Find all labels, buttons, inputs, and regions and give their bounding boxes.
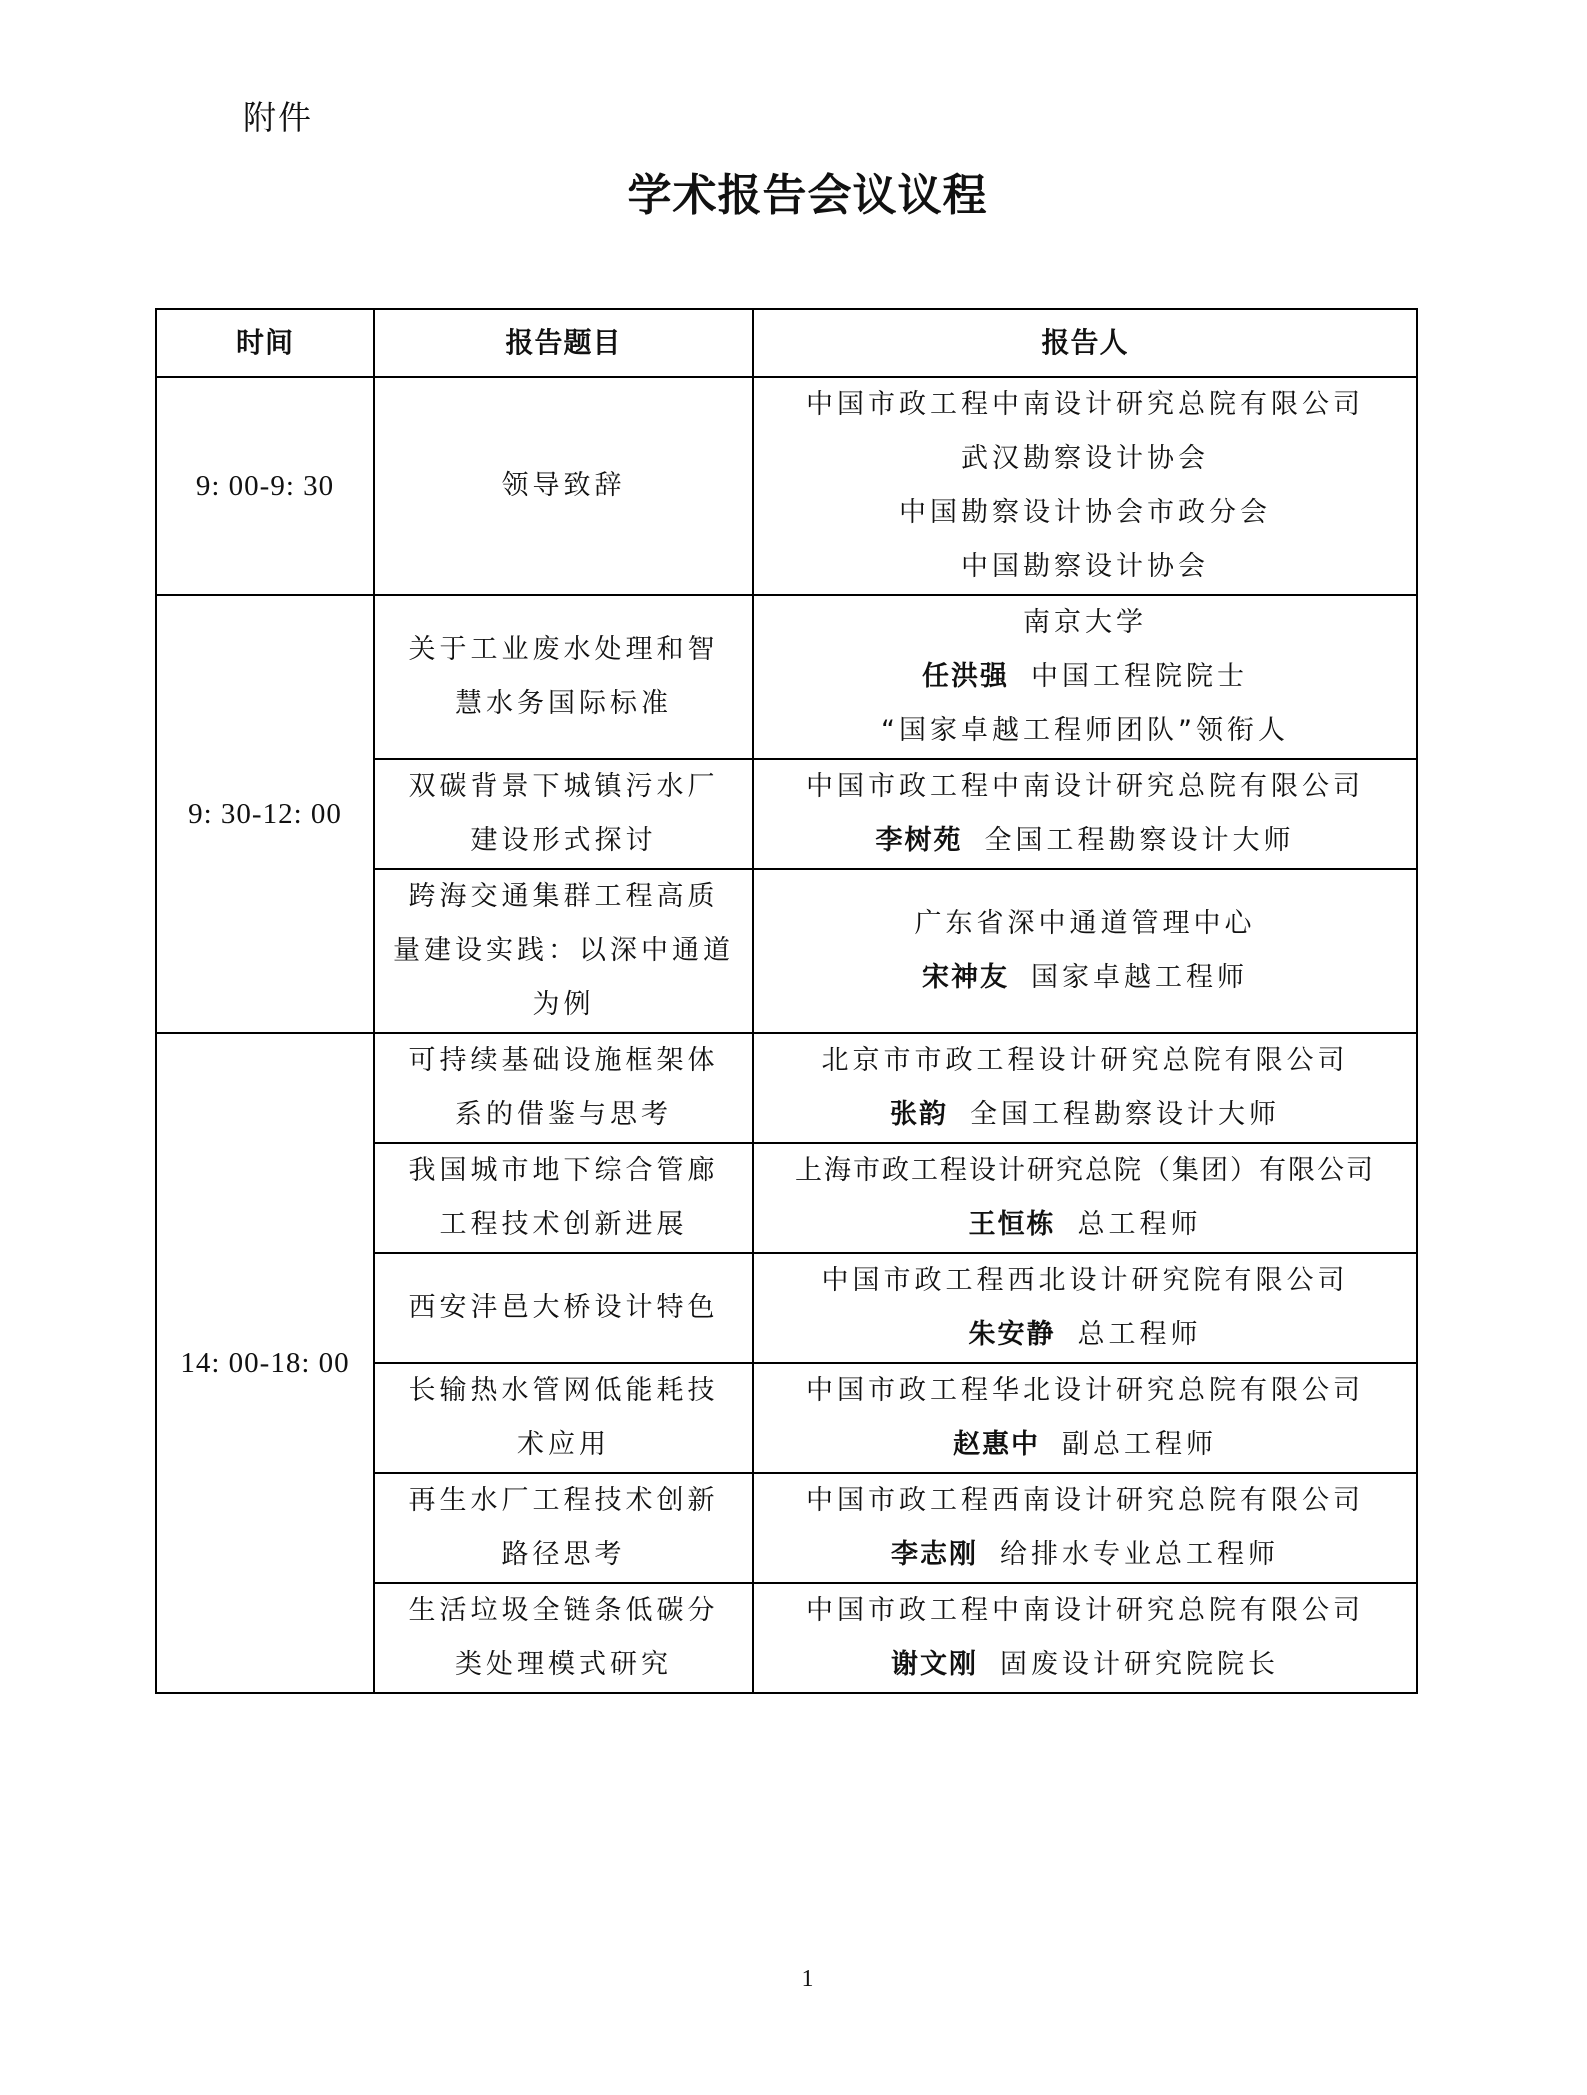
topic-line: 再生水厂工程技术创新 (408, 1485, 719, 1516)
speaker-org: 中国市政工程中南设计研究总院有限公司 (806, 771, 1364, 802)
speaker-name: 李树苑 (875, 825, 963, 856)
speaker-org: 武汉勘察设计协会 (961, 443, 1209, 474)
speaker-title: 总工程师 (1077, 1209, 1202, 1240)
speaker-cell (753, 759, 1417, 869)
speaker-title: 副总工程师 (1062, 1429, 1217, 1460)
topic-line: 术应用 (517, 1429, 610, 1460)
speaker-cell (753, 1143, 1417, 1253)
speaker-line (768, 1638, 1402, 1692)
speaker-line (768, 1528, 1402, 1582)
session-time: 9: 30-12: 00 (188, 797, 342, 830)
speaker-cell (753, 1473, 1417, 1583)
speaker-org: 中国勘察设计协会市政分会 (899, 497, 1271, 528)
table-header-row (156, 309, 1417, 377)
speaker-name: 谢文刚 (891, 1649, 978, 1680)
speaker-line (768, 1088, 1402, 1142)
topic-line: 长输热水管网低能耗技 (408, 1375, 719, 1406)
topic-line: 类处理模式研究 (455, 1649, 672, 1680)
table-row (156, 595, 1417, 759)
speaker-title: 全国工程勘察设计大师 (970, 1099, 1280, 1130)
speaker-org: 中国市政工程华北设计研究总院有限公司 (806, 1375, 1364, 1406)
speaker-name: 赵惠中 (953, 1429, 1040, 1460)
topic-line: 生活垃圾全链条低碳分 (408, 1595, 719, 1626)
session-time-cell (156, 1033, 374, 1693)
speaker-line (768, 814, 1402, 868)
speaker-line (768, 951, 1402, 1005)
table-row (156, 1033, 1417, 1143)
topic-cell (374, 1473, 753, 1583)
topic-cell (374, 1253, 753, 1363)
speaker-org: 中国勘察设计协会 (961, 551, 1209, 582)
speaker-org: 中国市政工程西北设计研究院有限公司 (821, 1265, 1349, 1296)
topic-cell (374, 1583, 753, 1693)
speaker-title: 中国工程院院士 (1031, 661, 1248, 692)
session-time-cell (156, 595, 374, 1033)
speaker-org: 上海市政工程设计研究总院（集团）有限公司 (795, 1155, 1375, 1186)
topic-line: 跨海交通集群工程高质 (408, 881, 719, 912)
speaker-org: 中国市政工程西南设计研究总院有限公司 (806, 1485, 1364, 1516)
speaker-cell (753, 1583, 1417, 1693)
speaker-title: 国家卓越工程师 (1031, 962, 1248, 993)
speaker-org: 南京大学 (1023, 607, 1147, 638)
topic-line: 量建设实践：以深中通道 (393, 935, 734, 966)
topic-line: 为例 (532, 989, 595, 1020)
speaker-title: 全国工程勘察设计大师 (984, 825, 1295, 856)
topic-cell (374, 1363, 753, 1473)
session-time-cell (156, 377, 374, 595)
column-header-speaker: 报告人 (753, 309, 1417, 377)
speaker-cell (753, 1253, 1417, 1363)
speaker-org: 中国市政工程中南设计研究总院有限公司 (806, 389, 1364, 420)
agenda-table (155, 308, 1418, 1694)
topic-cell (374, 759, 753, 869)
session-time: 9: 00-9: 30 (195, 469, 335, 502)
topic-line: 西安沣邑大桥设计特色 (408, 1292, 719, 1323)
speaker-cell (753, 1033, 1417, 1143)
topic-line: 我国城市地下综合管廊 (408, 1155, 719, 1186)
speaker-cell (753, 377, 1417, 595)
topic-line: 双碳背景下城镇污水厂 (408, 771, 719, 802)
speaker-org: 中国市政工程中南设计研究总院有限公司 (806, 1595, 1364, 1626)
topic-line: 系的借鉴与思考 (455, 1099, 672, 1130)
table-row (156, 377, 1417, 595)
topic-line: 可持续基础设施框架体 (408, 1045, 719, 1076)
topic-line: 关于工业废水处理和智 (408, 634, 719, 665)
speaker-name: 宋神友 (922, 962, 1009, 993)
topic-line: 慧水务国际标准 (455, 688, 672, 719)
topic-cell (374, 595, 753, 759)
speaker-org: 广东省深中通道管理中心 (914, 908, 1256, 939)
speaker-cell (753, 869, 1417, 1033)
topic-line: 工程技术创新进展 (439, 1209, 688, 1240)
speaker-title: 给排水专业总工程师 (1000, 1539, 1279, 1570)
speaker-title: 总工程师 (1077, 1319, 1202, 1350)
topic-line: 领导致辞 (501, 470, 626, 501)
document-title: 学术报告会议议程 (627, 170, 988, 221)
speaker-line (768, 650, 1402, 704)
speaker-name: 任洪强 (922, 661, 1009, 692)
speaker-line (760, 1198, 1410, 1252)
column-header-time: 时间 (156, 309, 374, 377)
speaker-name: 李志刚 (891, 1539, 978, 1570)
speaker-org: “国家卓越工程师团队”领衔人 (881, 715, 1289, 746)
topic-cell (374, 1143, 753, 1253)
speaker-name: 张韵 (890, 1099, 948, 1130)
topic-cell (374, 869, 753, 1033)
topic-line: 路径思考 (501, 1539, 626, 1570)
column-header-topic: 报告题目 (374, 309, 753, 377)
speaker-name: 王恒栋 (968, 1209, 1056, 1240)
speaker-cell (753, 595, 1417, 759)
speaker-org: 北京市市政工程设计研究总院有限公司 (821, 1045, 1349, 1076)
page-number: 1 (801, 1966, 814, 1992)
topic-line: 建设形式探讨 (470, 825, 657, 856)
speaker-name: 朱安静 (968, 1319, 1056, 1350)
topic-cell (374, 377, 753, 595)
speaker-line (768, 1308, 1402, 1362)
speaker-line (768, 1418, 1402, 1472)
session-time: 14: 00-18: 00 (180, 1346, 350, 1379)
speaker-title: 固废设计研究院院长 (1000, 1649, 1279, 1680)
topic-cell (374, 1033, 753, 1143)
speaker-cell (753, 1363, 1417, 1473)
attachment-label: 附件 (243, 98, 313, 137)
